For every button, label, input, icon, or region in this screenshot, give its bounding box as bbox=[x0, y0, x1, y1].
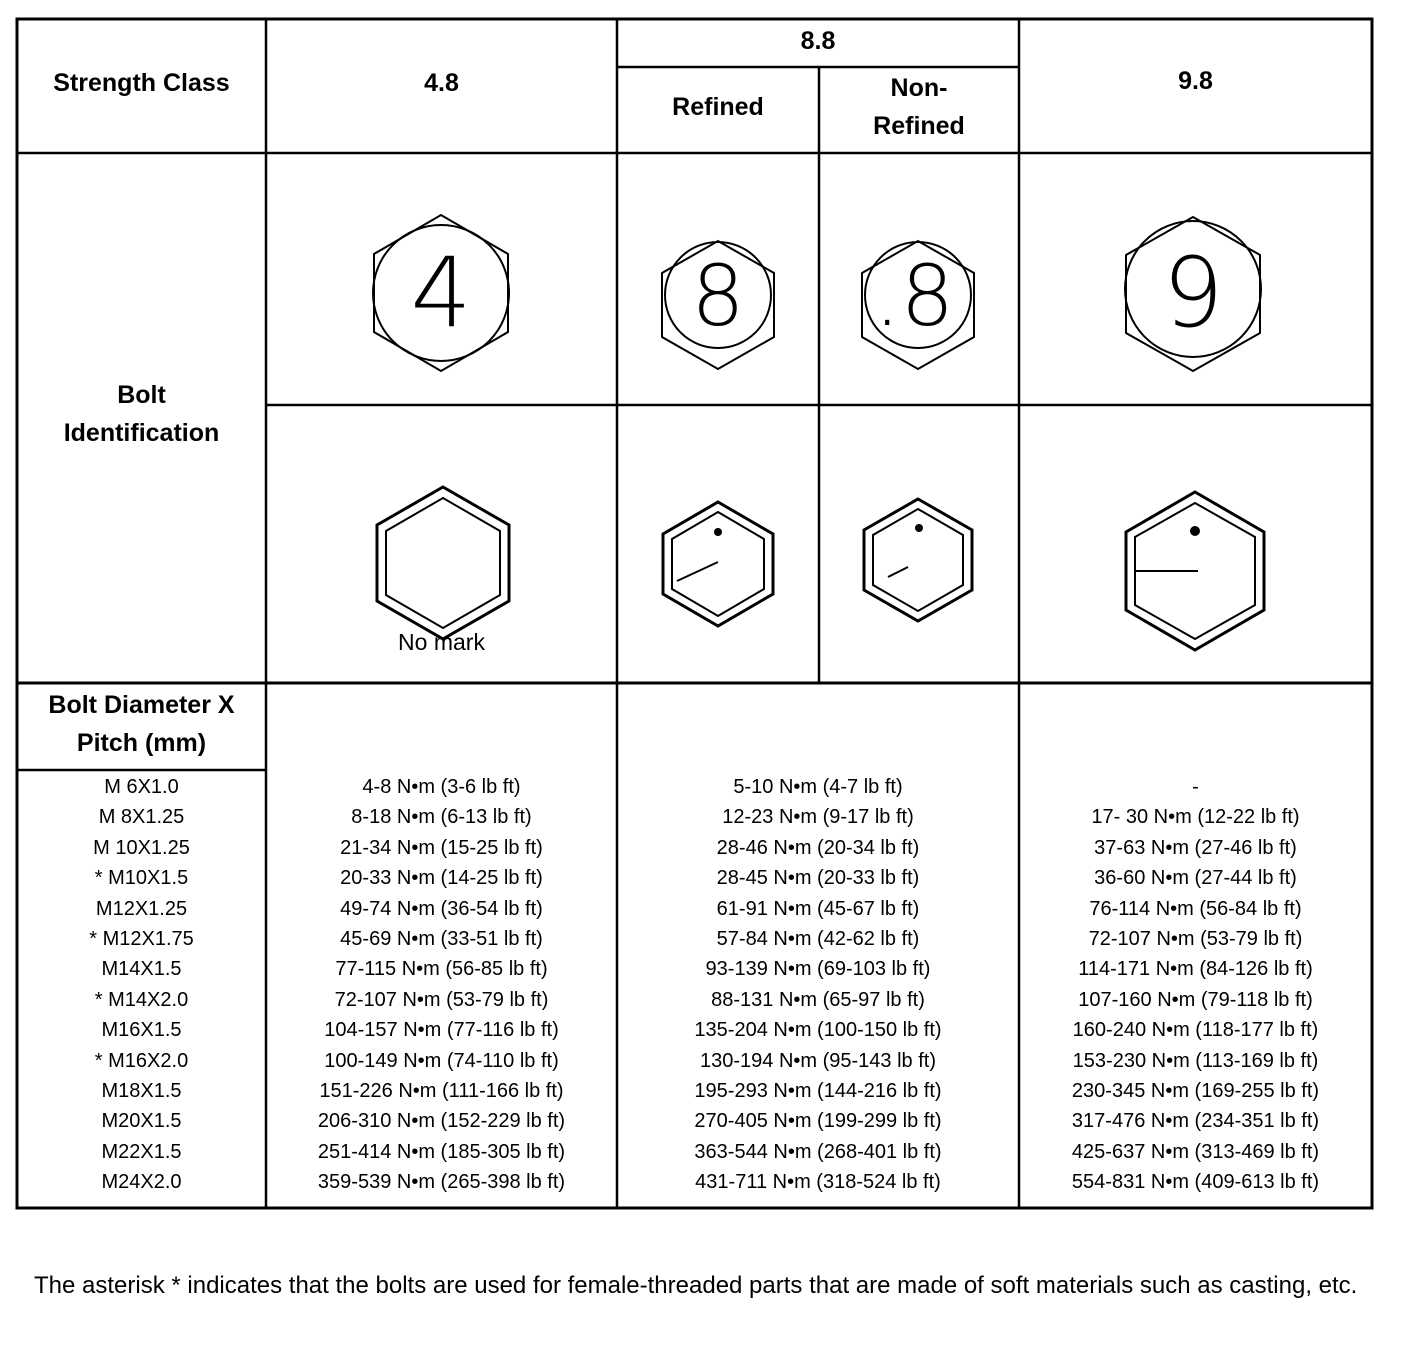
torque-88: 88-131 N•m (65-97 lb ft) bbox=[711, 988, 925, 1011]
torque-88: 61-91 N•m (45-67 lb ft) bbox=[716, 897, 920, 920]
torque-88: 93-139 N•m (69-103 lb ft) bbox=[705, 958, 931, 981]
torque-98: 36-60 N•m (27-44 lb ft) bbox=[1094, 867, 1297, 890]
bolt-diameter-header: Bolt Diameter X Pitch (mm) bbox=[48, 691, 235, 757]
bolt-size: M22X1.5 bbox=[101, 1140, 182, 1163]
class-88-nonrefined-header: Non- Refined bbox=[873, 74, 965, 140]
torque-48: 72-107 N•m (53-79 lb ft) bbox=[334, 988, 549, 1011]
bolt-size: M14X1.5 bbox=[101, 958, 182, 981]
class-88-refined-header: Refined bbox=[672, 93, 764, 121]
bolt-identification-label: Bolt Identification bbox=[63, 381, 220, 447]
bolt-size: M 6X1.0 bbox=[104, 776, 179, 798]
torque-48: 45-69 N•m (33-51 lb ft) bbox=[340, 928, 543, 950]
torque-48: 21-34 N•m (15-25 lb ft) bbox=[340, 836, 543, 859]
bolt-size: * M10X1.5 bbox=[94, 867, 189, 890]
torque-98: 17- 30 N•m (12-22 lb ft) bbox=[1091, 806, 1300, 829]
torque-48: 100-149 N•m (74-110 lb ft) bbox=[324, 1049, 559, 1072]
svg-text:9: 9 bbox=[1162, 237, 1224, 349]
torque-98: 160-240 N•m (118-177 lb ft) bbox=[1072, 1019, 1319, 1042]
bolt-size: * M16X2.0 bbox=[94, 1049, 189, 1072]
svg-text:8: 8 bbox=[691, 247, 745, 345]
torque-88: 270-405 N•m (199-299 lb ft) bbox=[694, 1110, 942, 1133]
bolt-size: M18X1.5 bbox=[101, 1080, 182, 1102]
nut-48-icon bbox=[377, 487, 509, 639]
torque-48: 20-33 N•m (14-25 lb ft) bbox=[340, 867, 543, 890]
torque-88: 12-23 N•m (9-17 lb ft) bbox=[722, 806, 914, 829]
bolt-size: M20X1.5 bbox=[101, 1110, 182, 1133]
torque-48: 359-539 N•m (265-398 lb ft) bbox=[317, 1171, 566, 1194]
torque-88: 135-204 N•m (100-150 lb ft) bbox=[694, 1019, 942, 1042]
torque-88: 130-194 N•m (95-143 lb ft) bbox=[699, 1049, 936, 1072]
no-mark-label: No mark bbox=[398, 629, 485, 655]
torque-98: 107-160 N•m (79-118 lb ft) bbox=[1078, 988, 1313, 1011]
class-88-header: 8.8 bbox=[800, 27, 836, 55]
torque-98: 153-230 N•m (113-169 lb ft) bbox=[1072, 1049, 1319, 1072]
torque-88: 28-46 N•m (20-34 lb ft) bbox=[716, 836, 920, 859]
bolt-size: M16X1.5 bbox=[101, 1019, 182, 1042]
nut-98-icon bbox=[1126, 492, 1264, 650]
torque-48: 206-310 N•m (152-229 lb ft) bbox=[317, 1110, 566, 1133]
torque-88: 431-711 N•m (318-524 lb ft) bbox=[695, 1171, 941, 1194]
torque-98: 72-107 N•m (53-79 lb ft) bbox=[1088, 928, 1303, 950]
torque-88: 57-84 N•m (42-62 lb ft) bbox=[716, 928, 920, 950]
torque-88: 28-45 N•m (20-33 lb ft) bbox=[716, 867, 920, 890]
torque-48: 49-74 N•m (36-54 lb ft) bbox=[340, 897, 543, 920]
torque-48: 104-157 N•m (77-116 lb ft) bbox=[324, 1019, 559, 1042]
torque-48: 4-8 N•m (3-6 lb ft) bbox=[362, 776, 521, 798]
class-48-header: 4.8 bbox=[424, 69, 459, 97]
bolt-size: * M14X2.0 bbox=[94, 988, 189, 1011]
torque-48: 251-414 N•m (185-305 lb ft) bbox=[317, 1140, 566, 1163]
torque-98: 230-345 N•m (169-255 lb ft) bbox=[1071, 1080, 1320, 1102]
torque-98: 76-114 N•m (56-84 lb ft) bbox=[1089, 897, 1302, 920]
torque-88: 5-10 N•m (4-7 lb ft) bbox=[733, 776, 903, 798]
bolt-size: M24X2.0 bbox=[101, 1171, 182, 1194]
torque-88: 195-293 N•m (144-216 lb ft) bbox=[694, 1080, 942, 1102]
strength-class-label: Strength Class bbox=[53, 69, 230, 97]
footnote: The asterisk * indicates that the bolts are used for female-threaded parts that are made of soft materials such as casting, etc. bbox=[34, 1272, 1358, 1299]
torque-48: 77-115 N•m (56-85 lb ft) bbox=[335, 958, 548, 981]
class-98-header: 9.8 bbox=[1178, 67, 1213, 95]
torque-88: 363-544 N•m (268-401 lb ft) bbox=[694, 1140, 942, 1163]
nut-88-refined-icon bbox=[663, 502, 773, 626]
bolt-size: M12X1.25 bbox=[95, 897, 188, 920]
torque-98: 425-637 N•m (313-469 lb ft) bbox=[1071, 1140, 1320, 1163]
svg-text:.8: .8 bbox=[873, 247, 955, 345]
bolt-size: M 10X1.25 bbox=[93, 836, 190, 859]
bolt-size: * M12X1.75 bbox=[89, 928, 194, 950]
bolt-size: M 8X1.25 bbox=[98, 806, 185, 829]
svg-text:4: 4 bbox=[410, 237, 472, 349]
nut-88-nonrefined-icon bbox=[864, 499, 972, 621]
torque-98: 554-831 N•m (409-613 lb ft) bbox=[1071, 1171, 1320, 1194]
torque-98: - bbox=[1192, 776, 1199, 798]
torque-48: 151-226 N•m (111-166 lb ft) bbox=[319, 1080, 564, 1102]
torque-98: 114-171 N•m (84-126 lb ft) bbox=[1078, 958, 1313, 981]
torque-98: 37-63 N•m (27-46 lb ft) bbox=[1094, 836, 1297, 859]
torque-48: 8-18 N•m (6-13 lb ft) bbox=[351, 806, 532, 829]
torque-98: 317-476 N•m (234-351 lb ft) bbox=[1071, 1110, 1320, 1133]
